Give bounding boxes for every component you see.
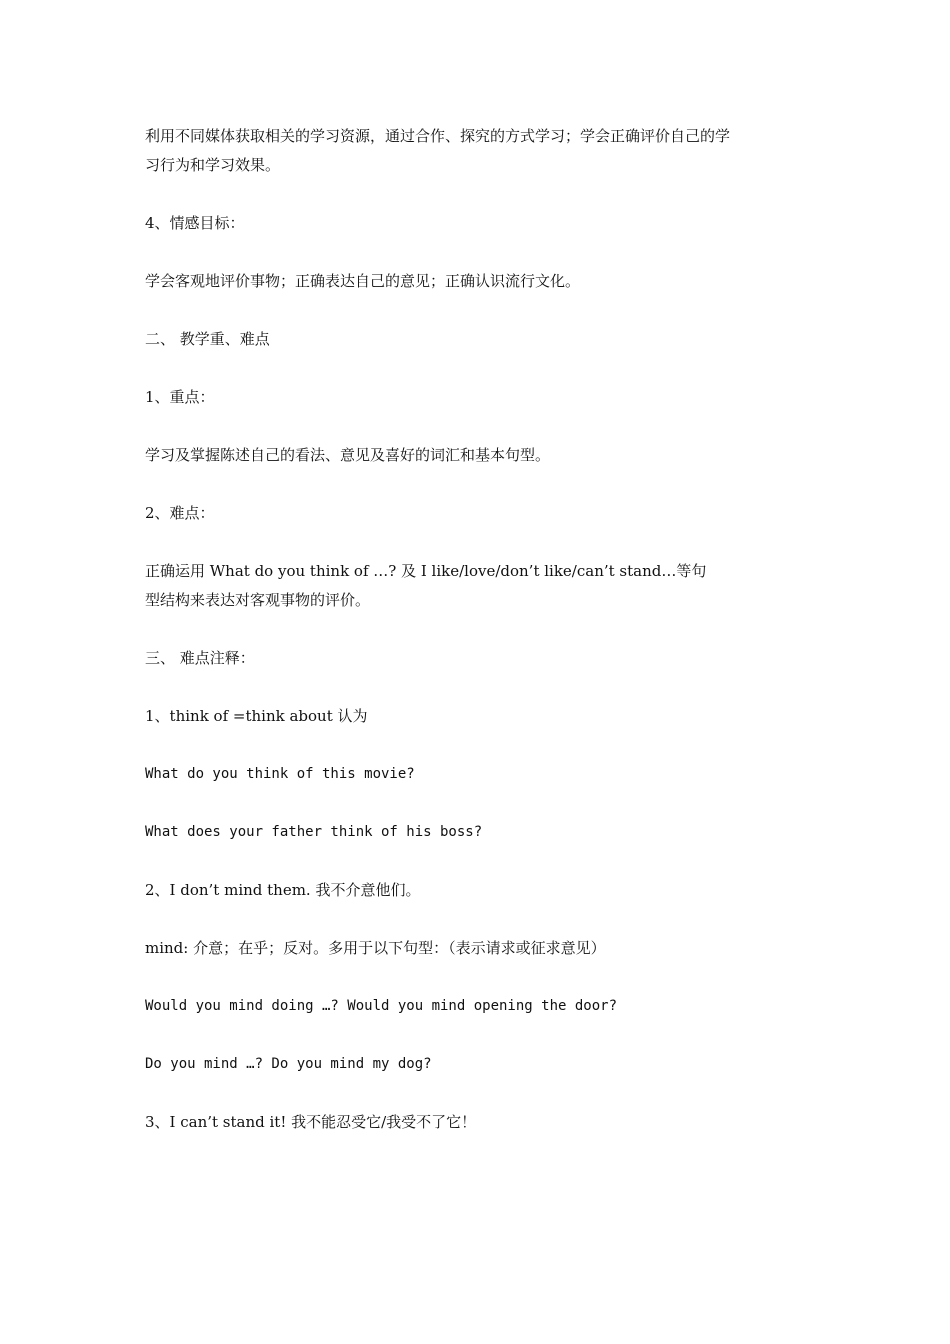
example-sentence: What does your father think of his boss? <box>145 824 483 840</box>
example-sentence: What do you think of this movie? <box>145 766 415 782</box>
paragraph-line: 型结构来表达对客观事物的评价。 <box>145 591 371 609</box>
note-line: 2、I don’t mind them. 我不介意他们。 <box>145 881 421 899</box>
note-line: 3、I can’t stand it! 我不能忍受它/我受不了它！ <box>145 1113 477 1131</box>
note-line: mind: 介意；在乎；反对。多用于以下句型：（表示请求或征求意见） <box>145 939 606 957</box>
paragraph-line: 学习及掌握陈述自己的看法、意见及喜好的词汇和基本句型。 <box>145 446 551 464</box>
section-heading: 二、 教学重、难点 <box>145 330 270 348</box>
section-heading: 三、 难点注释： <box>145 649 255 667</box>
example-sentence: Do you mind …? Do you mind my dog? <box>145 1056 432 1072</box>
paragraph-line: 正确运用 What do you think of …? 及 I like/love/don’t like/can’t stand…等句 <box>145 562 707 580</box>
paragraph-line: 习行为和学习效果。 <box>145 156 281 174</box>
paragraph-line: 学会客观地评价事物；正确表达自己的意见；正确认识流行文化。 <box>145 272 581 290</box>
document-body <box>145 122 805 1137</box>
section-heading: 4、情感目标： <box>145 214 245 232</box>
note-line: 1、think of =think about 认为 <box>145 707 368 725</box>
paragraph-line: 利用不同媒体获取相关的学习资源，通过合作、探究的方式学习；学会正确评价自己的学 <box>145 127 731 145</box>
section-heading: 1、重点： <box>145 388 215 406</box>
section-heading: 2、难点： <box>145 504 215 522</box>
example-sentence: Would you mind doing …? Would you mind opening the door? <box>145 998 618 1014</box>
